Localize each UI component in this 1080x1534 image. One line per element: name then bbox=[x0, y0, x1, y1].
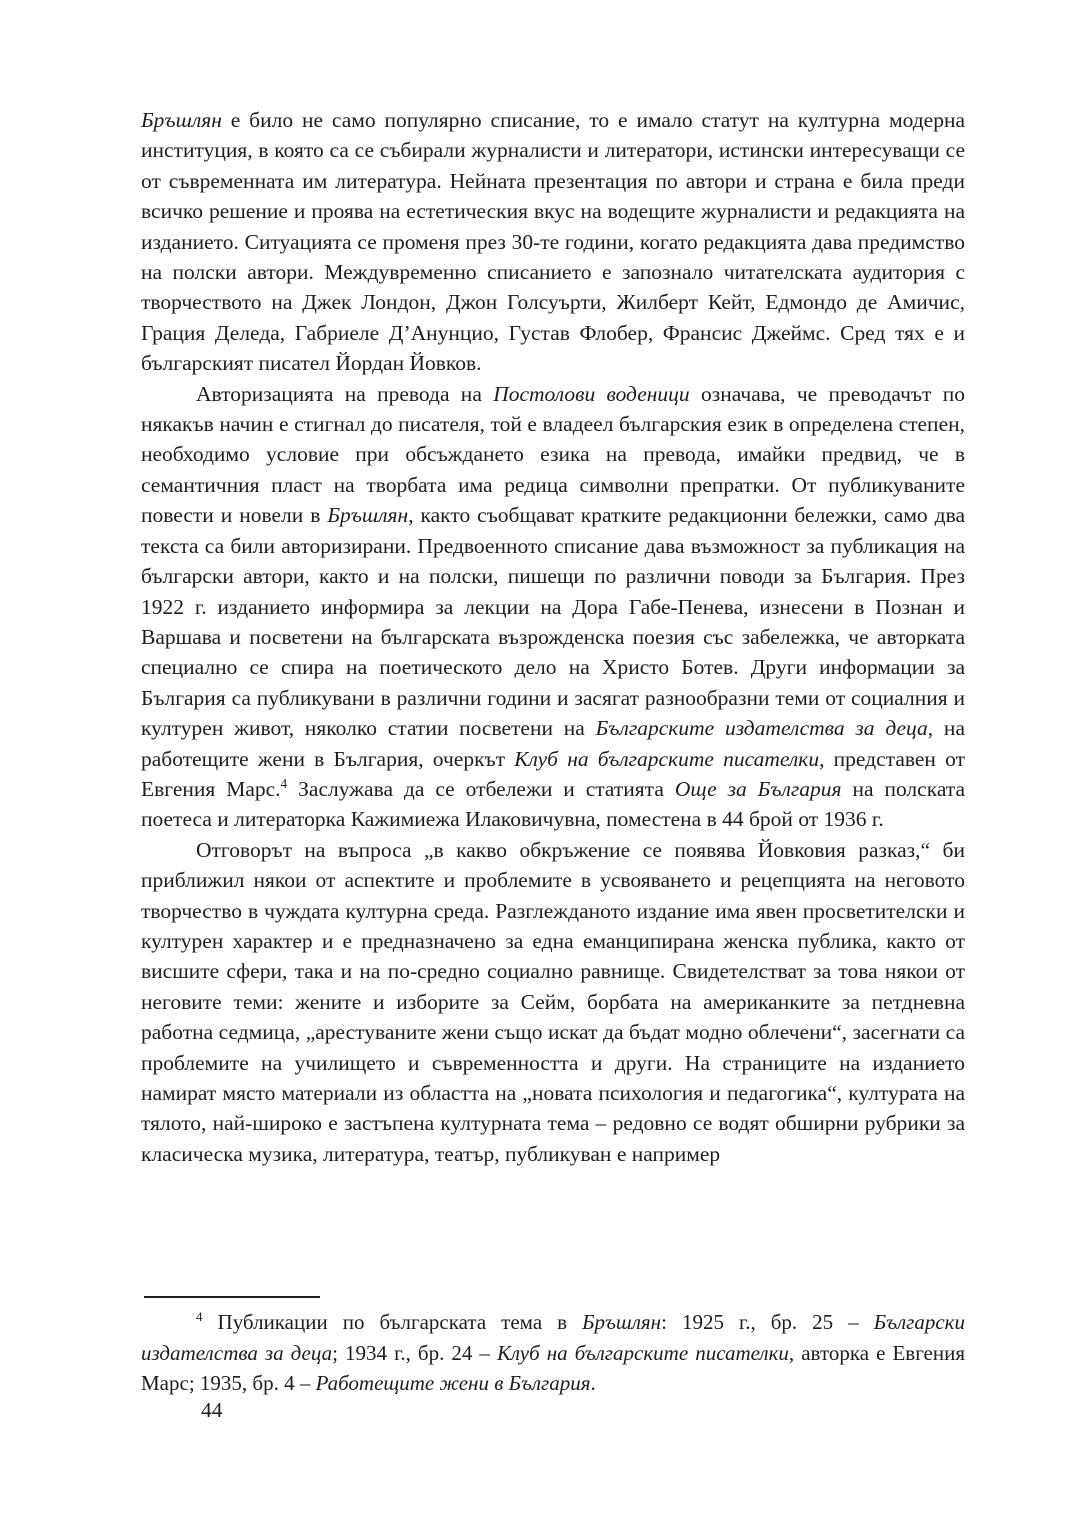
footnote-separator bbox=[144, 1296, 320, 1298]
italic-title-text: Българските издателства за деца bbox=[595, 716, 928, 741]
footnote-marker: 4 bbox=[280, 775, 288, 791]
italic-title-text: Постолови воденици bbox=[493, 381, 690, 406]
italic-title-text: Клуб на българските писателки bbox=[514, 746, 820, 771]
page-number: 44 bbox=[201, 1398, 223, 1422]
italic-title-text: Български издателства за деца bbox=[141, 1310, 965, 1365]
body-text: . bbox=[590, 1371, 596, 1395]
italic-title-text: Работещите жени в България bbox=[315, 1371, 591, 1395]
footnote-marker: 4 bbox=[196, 1309, 203, 1324]
page-body bbox=[141, 105, 965, 1169]
footnote-text bbox=[141, 1307, 965, 1399]
body-text: е било не само популярно списание, то е имало статут на културна модерна институция, в която са се събирали журналисти и литератори, истински интересуващи се от съвременната им литература. Нейната презентация по автори и страна е била преди всичко решение и проява на естетическия вкус на водещите журналисти и редакцията на изданието. Ситуацията се променя през 30-те години, когато редакцията дава предимство на полски автори. Междувременно списанието е запознало читателската аудитория с творчеството на Джек Лондон, Джон Голсуърти, Жилберт Кейт, Едмондо де Амичис, Грация Деледа, Габриеле Д’Анунцио, Густав Флобер, Франсис Джеймс. Сред тях е и българският писател Йордан Йовков. bbox=[141, 108, 965, 376]
italic-title-text: Още за България bbox=[674, 776, 842, 801]
body-text: Заслужава да се отбележи и статията bbox=[287, 776, 675, 801]
footnote-block bbox=[141, 1296, 965, 1399]
paragraph bbox=[141, 379, 965, 835]
body-text: : 1925 г., бр. 25 – bbox=[661, 1310, 874, 1334]
body-text: , както съобщават кратките редакционни бележки, само два текста са били авторизирани. Предвоенното списание дава възможност за публикация на български автори, както и на полски, пишещи по различни поводи за България. През 1922 г. изданието информира за лекции на Дора Габе-Пенева, изнесени в Познан и Варшава и посветени на българската възрожденска поезия със забележка, че авторката специално се спира на поетическото дело на Христо Ботев. Други информации за България са публикувани в различни години и засягат разнообразни теми от социалния и културен живот, няколко статии посветени на bbox=[141, 503, 965, 741]
body-text: , на работещите жени в България, очеркът bbox=[141, 716, 965, 771]
body-text: Отговорът на въпроса „в какво обкръжение се появява Йовковия разказ,“ би приближил някои от аспектите и проблемите в усвояването и рецепцията на неговото творчество в чуждата културна среда. Разглежданото издание има явен просветителски и културен характер и е предназначено за една еманципирана женска публика, както от висшите сфери, така и на по-средно социално равнище. Свидетелстват за това някои от неговите теми: жените и изборите за Сейм, борбата на американките за петдневна работна седмица, „арестуваните жени също искат да бъдат модно облечени“, засегнати са проблемите на училището и съвременността и други. На страниците на изданието намират място материали из областта на „новата психология и педагогика“, културата на тялото, най-широко е застъпена културната тема – редовно се водят обширни рубрики за класическа музика, литература, театър, публикуван е например bbox=[141, 837, 965, 1166]
body-text: Публикации по българската тема в bbox=[202, 1310, 583, 1334]
body-text: , авторка е Евгения Марс; 1935, бр. 4 – bbox=[141, 1340, 966, 1395]
italic-title-text: Бръшлян bbox=[327, 503, 409, 528]
body-text: Авторизацията на превода на bbox=[196, 381, 494, 406]
body-text: ; 1934 г., бр. 24 – bbox=[332, 1340, 497, 1365]
body-text: на полската поетеса и литераторка Кажимиежа Илаковичувна, поместена в 44 брой от 1936 г. bbox=[141, 776, 966, 832]
paragraph bbox=[141, 105, 965, 379]
body-text: означава, че преводачът по някакъв начин е стигнал до писателя, той е владеел българския език в определена степен, необходимо условие при обсъждането езика на превода, имайки предвид, че в семантичния пласт на творбата има редица символни препратки. От публикуваните повести и новели в bbox=[141, 381, 965, 528]
body-text: , представен от Евгения Марс. bbox=[141, 746, 966, 801]
italic-title-text: Бръшлян bbox=[141, 108, 222, 132]
paragraph bbox=[141, 835, 965, 1169]
italic-title-text: Бръшлян bbox=[582, 1310, 662, 1334]
italic-title-text: Клуб на българските писателки bbox=[496, 1340, 789, 1365]
